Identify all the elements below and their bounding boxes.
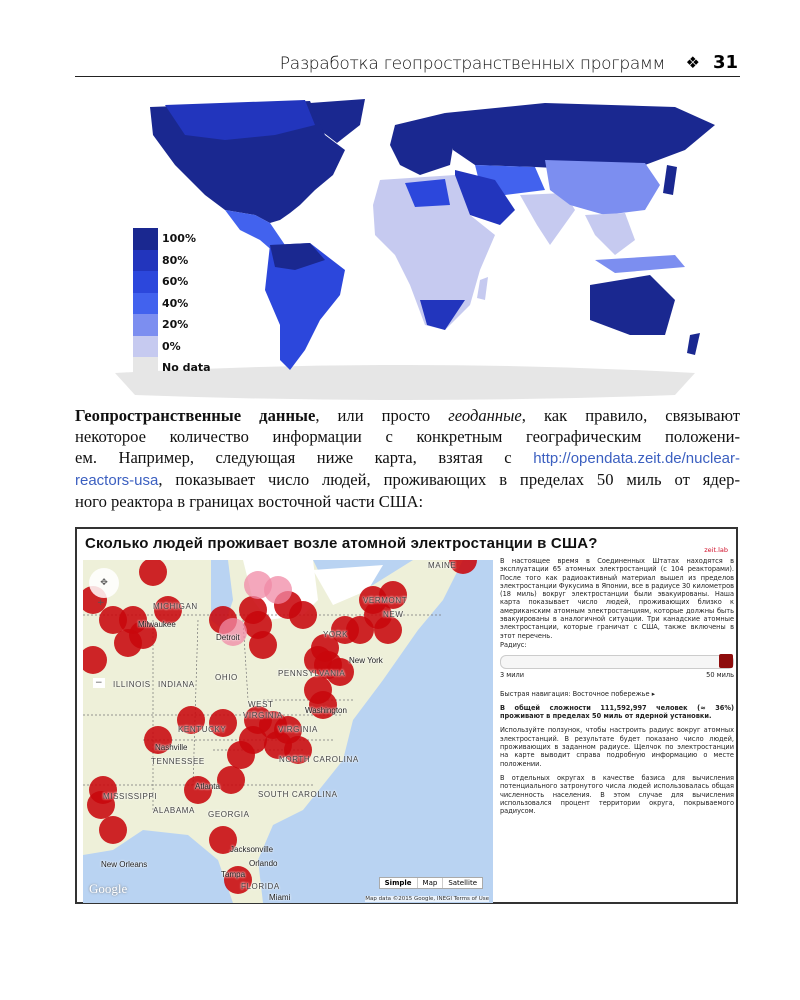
us-map[interactable] <box>83 560 493 903</box>
source-link-cont[interactable]: reactors-usa <box>75 472 159 489</box>
city-label: Milwaukee <box>138 620 176 629</box>
source-link[interactable]: http://opendata.zeit.de/nuclear- <box>533 450 740 467</box>
state-label: NEW <box>383 610 404 619</box>
plant-radius-circle[interactable] <box>217 766 245 794</box>
plant-radius-circle[interactable] <box>99 816 127 844</box>
legend-swatch <box>133 357 158 379</box>
legend-item <box>133 314 211 336</box>
usage-text: Используйте ползунок, чтобы настроить радиус вокруг атомных электростанций. В результате будет показано число людей, проживающих в заданном радиусе. Щелчок по электростанции на карте выводит справа подробную информацию о месте положении. <box>500 726 734 768</box>
legend-swatch <box>133 228 158 250</box>
plant-radius-circle[interactable] <box>83 646 107 674</box>
state-label: PENNSYLVANIA <box>278 669 346 678</box>
city-label: New York <box>349 656 383 665</box>
state-label: TENNESSEE <box>151 757 205 766</box>
indonesia <box>595 255 685 273</box>
plant-radius-circle[interactable] <box>346 616 374 644</box>
plant-radius-circle[interactable] <box>249 631 277 659</box>
legend-item <box>133 228 211 250</box>
canadian-plant-circle[interactable] <box>264 576 292 604</box>
text-line: некоторое количество информации с конкретным географическим положени- <box>75 427 740 446</box>
ornament-icon: ❖ <box>685 53 700 72</box>
total-count: В общей сложности 111,592,997 человек (≈ 36%) проживают в пределах 50 миль от ядерной установки. <box>500 703 734 721</box>
map-type-map[interactable]: Map <box>417 878 443 888</box>
note-text: В отдельных округах в качестве базиса для вычисления потенциального затронутого числа людей использовалась общая численность населения. В этом случае для вычисления использовался процент территории округа, покрываемого радиусом. <box>500 773 734 816</box>
legend-label: 0% <box>162 339 181 353</box>
state-label: WEST <box>248 700 274 709</box>
city-label: Washington <box>305 706 347 715</box>
state-label: INDIANA <box>158 680 195 689</box>
state-label: NORTH CAROLINA <box>279 755 359 764</box>
radius-label: Радиус: <box>500 640 527 649</box>
text: ем. Например, следующая ниже карта, взятая с <box>75 448 534 467</box>
state-label: ILLINOIS <box>113 680 151 689</box>
city-label: Tampa <box>221 870 246 879</box>
map-type-satellite[interactable]: Satellite <box>442 878 482 888</box>
legend-label: 100% <box>162 232 196 246</box>
radius-max: 50 миль <box>706 671 734 680</box>
new-zealand <box>687 333 700 355</box>
brand-logo: zeit.lab <box>704 546 728 554</box>
europe <box>390 113 455 175</box>
legend-swatch <box>133 336 158 358</box>
state-label: YORK <box>323 630 349 639</box>
plant-radius-circle[interactable] <box>289 601 317 629</box>
text-line: ного реактора в границах восточной части США: <box>75 492 424 511</box>
radius-slider[interactable] <box>500 655 734 669</box>
plant-radius-circle[interactable] <box>139 560 167 586</box>
state-label: VIRGINIA <box>278 725 318 734</box>
city-label: Nashville <box>155 743 188 752</box>
map-legend <box>133 228 211 379</box>
term-italic: геоданные <box>448 406 522 425</box>
state-label: VERMONT <box>363 596 408 605</box>
legend-label: 80% <box>162 253 189 267</box>
state-label: ALABAMA <box>153 806 195 815</box>
text: , показывает число людей, проживающих в пределах 50 миль от ядер- <box>158 470 740 489</box>
city-label: New Orleans <box>101 860 148 869</box>
city-label: Jacksonville <box>230 845 274 854</box>
legend-swatch <box>133 271 158 293</box>
text: , или просто <box>315 406 449 425</box>
embedded-screenshot <box>75 527 738 904</box>
legend-swatch <box>133 314 158 336</box>
legend-item <box>133 357 211 379</box>
southeast-asia <box>585 213 635 255</box>
zoom-in-button[interactable]: + <box>97 598 105 608</box>
figure-title: Сколько людей проживает возле атомной электростанции в США? <box>85 535 598 552</box>
info-panel <box>500 557 734 821</box>
city-label: Detroit <box>216 633 240 642</box>
legend-item <box>133 336 211 358</box>
city-label: Atlanta <box>195 782 220 791</box>
map-type-switcher <box>379 877 483 889</box>
legend-label: 40% <box>162 296 189 310</box>
state-label: MICHIGAN <box>153 602 198 611</box>
city-label: Miami <box>269 893 291 902</box>
state-label: SOUTH CAROLINA <box>258 790 338 799</box>
madagascar <box>477 277 488 300</box>
state-label: OHIO <box>215 673 238 682</box>
plant-radius-circle[interactable] <box>114 629 142 657</box>
legend-swatch <box>133 293 158 315</box>
legend-label: 60% <box>162 275 189 289</box>
google-logo: Google <box>89 881 128 896</box>
map-attribution[interactable]: Map data ©2015 Google, INEGI Terms of Use <box>365 896 489 902</box>
text: , как правило, связывают <box>521 406 740 425</box>
russia <box>445 103 715 170</box>
legend-label: 20% <box>162 318 189 332</box>
zoom-out-button[interactable]: − <box>95 678 103 688</box>
body-paragraph <box>75 405 740 512</box>
state-label: GEORGIA <box>208 810 250 819</box>
term-bold: Геопространственные данные <box>75 406 316 425</box>
map-type-simple[interactable]: Simple <box>384 879 412 887</box>
page-number: 31 <box>712 52 738 73</box>
state-label: MAINE <box>428 561 457 570</box>
legend-swatch <box>133 250 158 272</box>
running-header <box>75 52 740 77</box>
chapter-title: Разработка геопространственных программ <box>279 54 665 74</box>
plant-radius-circle[interactable] <box>227 741 255 769</box>
slider-handle[interactable] <box>719 654 733 668</box>
legend-item <box>133 271 211 293</box>
state-label: FLORIDA <box>241 882 280 891</box>
legend-item <box>133 293 211 315</box>
city-label: Orlando <box>249 859 278 868</box>
quick-navigation[interactable]: Быстрая навигация: Восточное побережье ▸ <box>500 689 656 698</box>
japan <box>663 165 677 195</box>
state-label: KENTUCKY <box>178 725 227 734</box>
state-label: MISSISSIPPI <box>103 792 158 801</box>
australia <box>590 275 675 335</box>
plant-radius-circle[interactable] <box>374 616 402 644</box>
legend-label: No data <box>162 361 211 375</box>
pan-control[interactable]: ✥ <box>89 568 119 598</box>
radius-min: 3 мили <box>500 671 525 680</box>
state-label: VIRGINIA <box>243 711 283 720</box>
intro-text: В настоящее время в Соединенных Штатах находятся в эксплуатации 65 атомных электростанций (с 104 реакторами). После того как радиоактивный материал вышел из пределов электростанции Фукусима в Японии, все в радиусе 30 километров (18 миль) вокруг электростанции были эвакуированы. Наша карта показывает число людей, проживающих близко к американским атомным электростанциям, которые должны быть эвакуированы в аналогичной ситуации. Три канадские атомные электростанции, которые граничат с США, также включены в этот перечень. <box>500 557 734 640</box>
legend-item <box>133 250 211 272</box>
